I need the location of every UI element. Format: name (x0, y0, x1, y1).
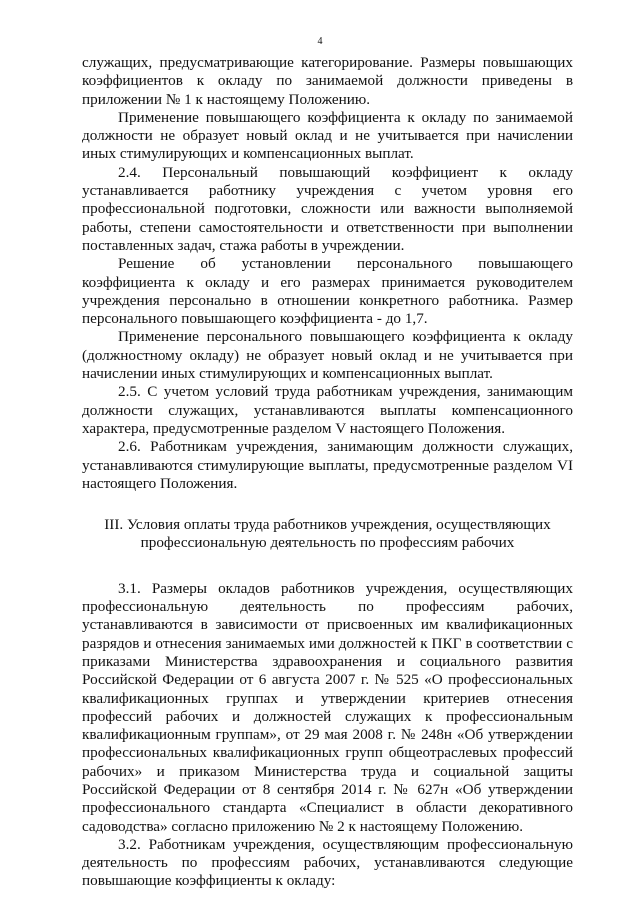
paragraph-decision: Решение об установлении персонального повышающего коэффициента к окладу и его размерах принимается руководителем учреждения персонально в отношении конкретного работника. Размер персонального повышающего коэффициента - до 1,7. (82, 255, 573, 328)
paragraph-coefficient-usage: Применение повышающего коэффициента к окладу по занимаемой должности не образует новый оклад и не учитывается при начислении иных стимулирующих и компенсационных выплат. (82, 108, 573, 163)
paragraph-personal-coefficient-usage: Применение персонального повышающего коэффициента к окладу (должностному окладу) не образует новый оклад и не учитывается при начислении иных стимулирующих и компенсационных выплат. (82, 328, 573, 383)
paragraph-2-5: 2.5. С учетом условий труда работникам учреждения, занимающим должности служащих, устанавливаются выплаты компенсационного характера, предусмотренные разделом V настоящего Положения. (82, 383, 573, 437)
paragraph-continuation: служащих, предусматривающие категорирование. Размеры повышающих коэффициентов к окладу по занимаемой должности приведены в приложении № 1 к настоящему Положению. (82, 54, 573, 108)
paragraph-3-1: 3.1. Размеры окладов работников учреждения, осуществляющих профессиональную деятельность по профессиям рабочих, устанавливаются в зависимости от присвоенных им квалификационных разрядов и отнесения занимаемых ими должностей к ПКГ в соответствии с приказами Министерства здравоохранения и социального развития Российской Федерации от 6 августа 2007 г. № 525 «О профессиональных квалификационных группах и утверждении критериев отнесения профессий рабочих и должностей служащих к профессиональным квалификационным группам», от 29 мая 2008 г. № 248н «Об утверждении профессиональных квалификационных групп общеотраслевых профессий рабочих» и приказом Министерства труда и социальной защиты Российской Федерации от 8 сентября 2014 г. № 627н «Об утверждении профессионального стандарта «Специалист в области декоративного садоводства» согласно приложению № 2 к настоящему Положению. (82, 579, 573, 835)
paragraph-3-2: 3.2. Работникам учреждения, осуществляющим профессиональную деятельность по профессиям рабочих, устанавливаются следующие повышающие коэффициенты к окладу: (82, 835, 573, 890)
paragraph-2-4: 2.4. Персональный повышающий коэффициент к окладу устанавливается работнику учреждения с учетом уровня его профессиональной подготовки, сложности или важности выполняемой работы, степени самостоятельности и ответственности при выполнении поставленных задач, стажа работы в учреждении. (82, 163, 573, 254)
document-body (82, 54, 573, 891)
paragraph-2-6: 2.6. Работникам учреждения, занимающим должности служащих, устанавливаются стимулирующие выплаты, предусмотренные разделом VI настоящего Положения. (82, 438, 573, 492)
page-number: 4 (317, 36, 323, 47)
section-heading: III. Условия оплаты труда работников учреждения, осуществляющих профессиональную деятельность по профессиям рабочих (104, 516, 551, 552)
